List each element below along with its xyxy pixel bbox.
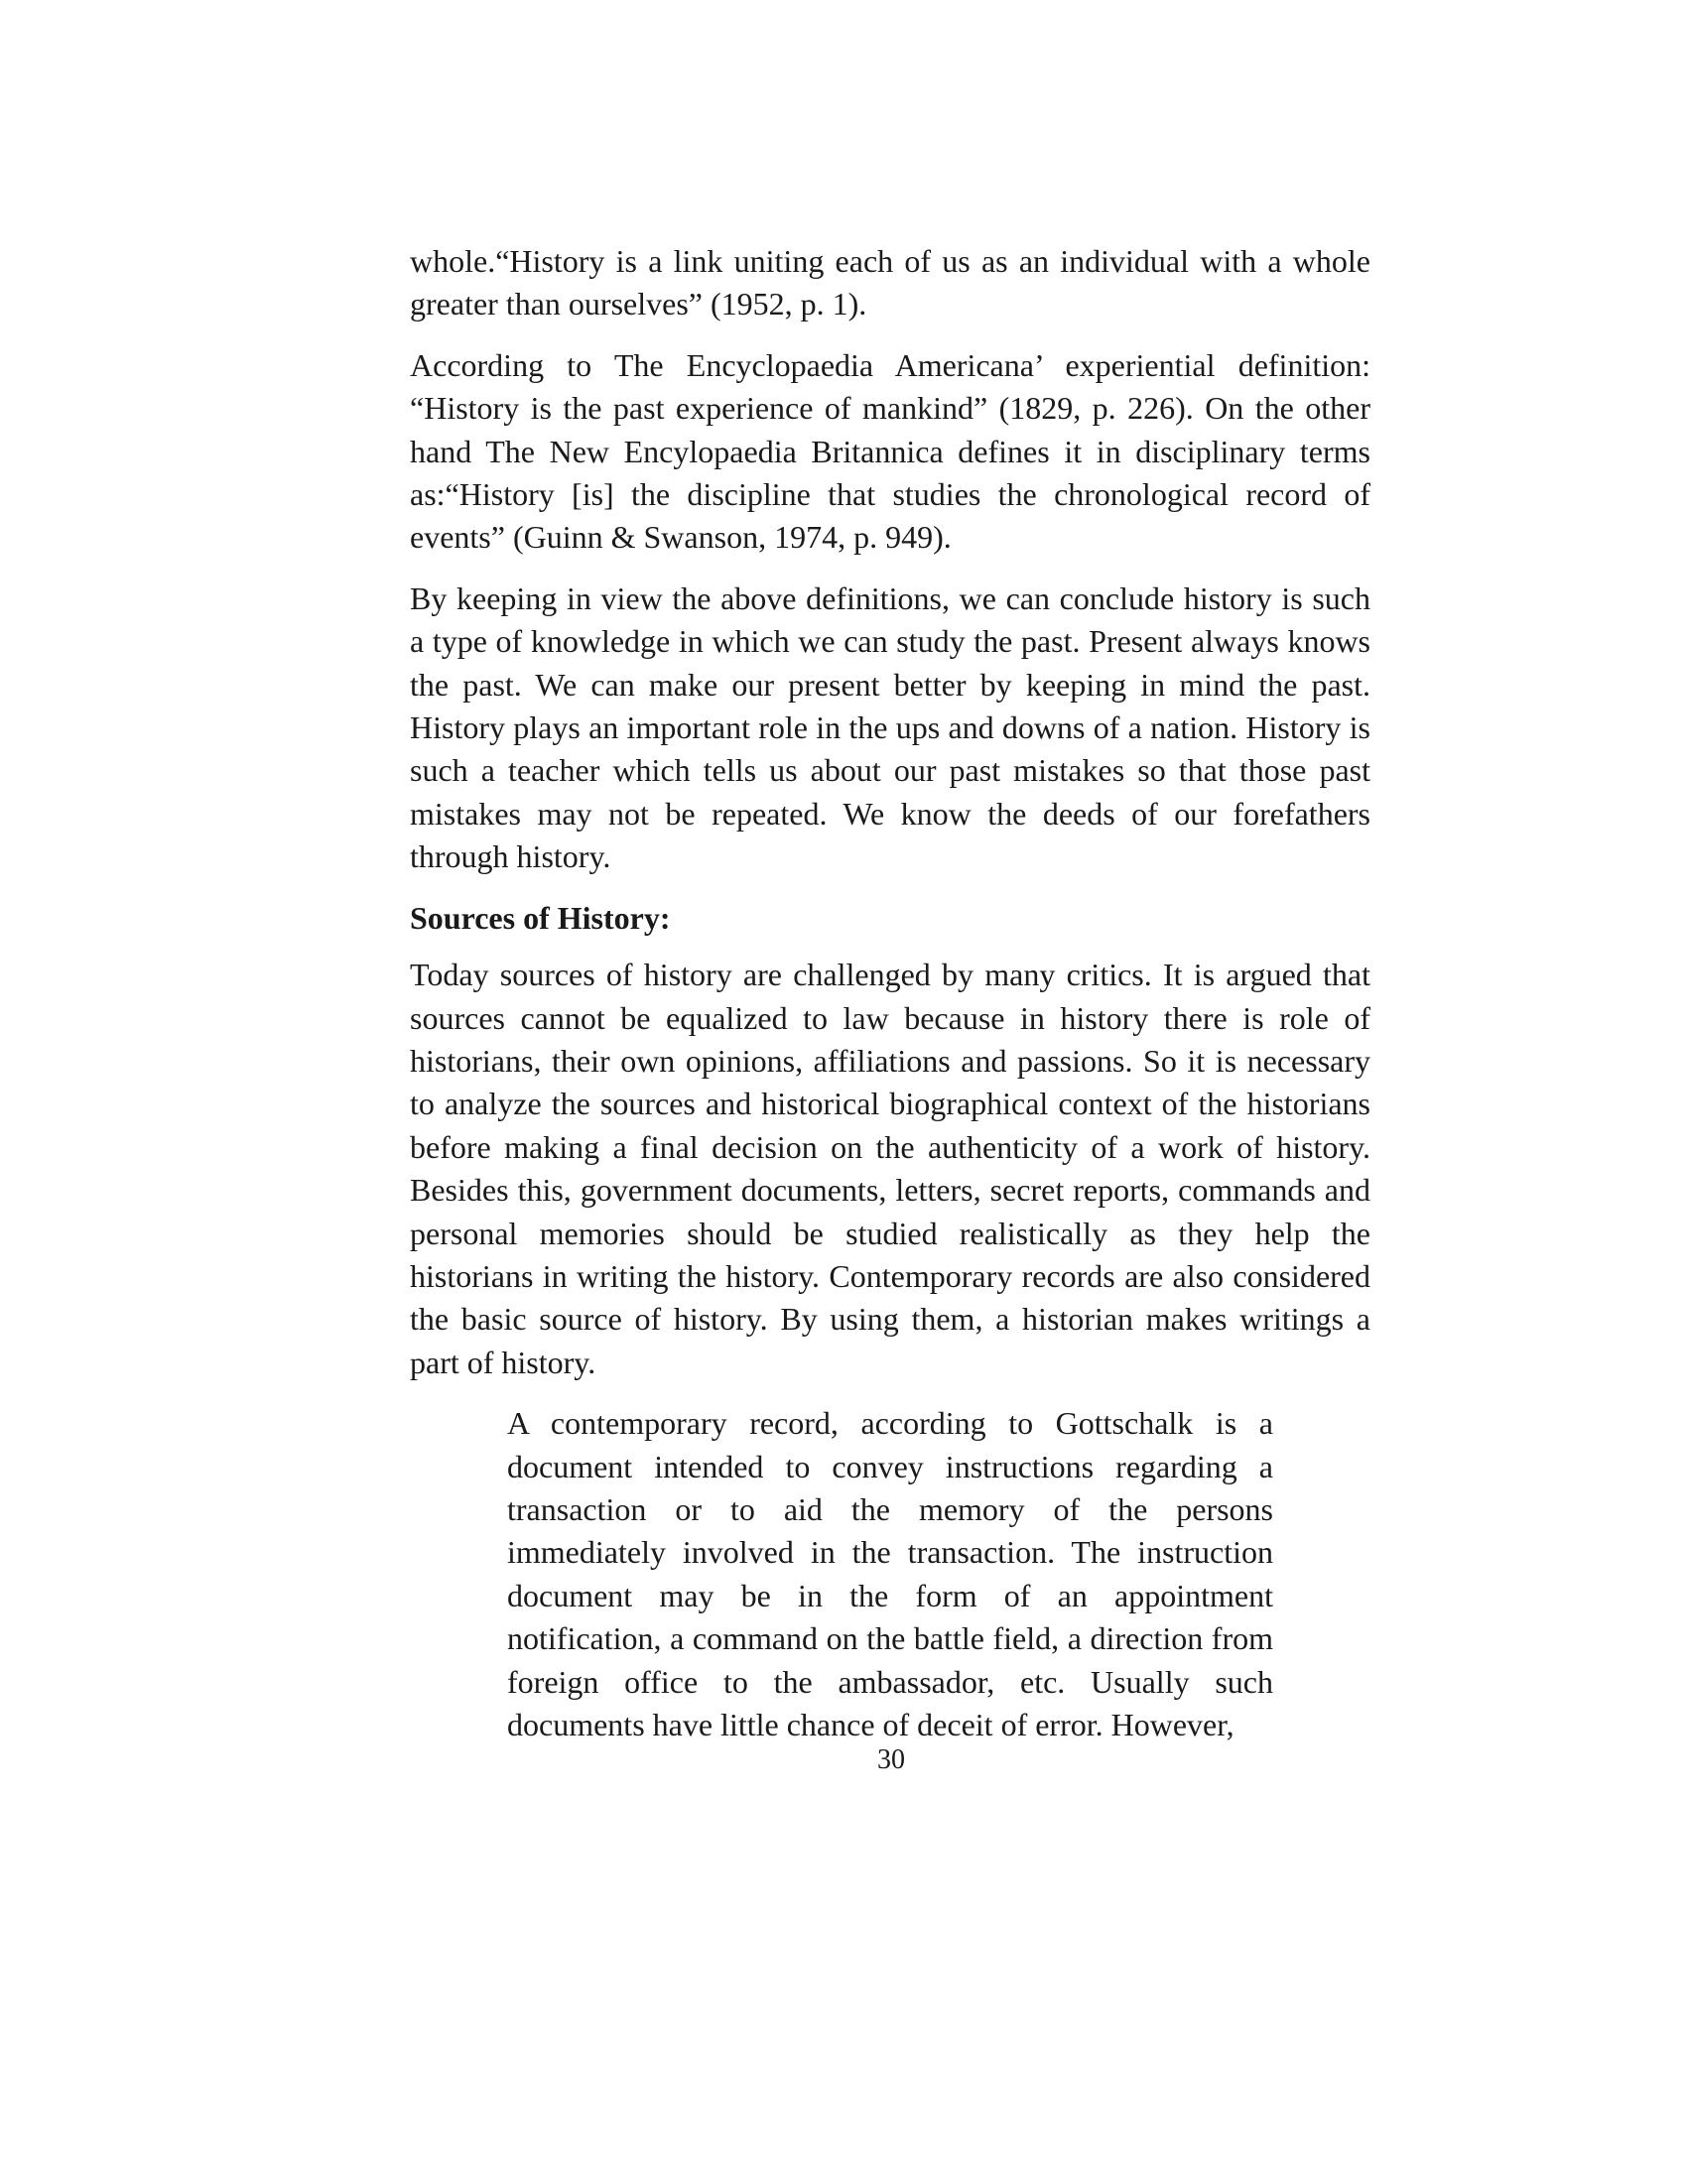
body-text (410, 240, 1370, 1746)
paragraph-conclusion: By keeping in view the above definitions, we can conclude history is such a type of knowledge in which we can study the past. Present always knows the past. We can make our present better by keeping in mind the past. History plays an important role in the ups and downs of a nation. History is such a teacher which tells us about our past mistakes so that those past mistakes may not be repeated. We know the deeds of our forefathers through history. (410, 579, 1370, 875)
section-heading: Sources of History: (410, 899, 671, 936)
paragraph-encyclopaedia-definitions: According to The Encyclopaedia Americana’ experiential definition: “History is the past experience of mankind” (1829, p. 226). On the other hand The New Encylopaedia Britannica defines it in disciplinary terms as:“History [is] the discipline that studies the chronological record of events” (Guinn & Swanson, 1974, p. 949). (410, 346, 1370, 556)
paragraph-sources: Today sources of history are challenged by many critics. It is argued that sources cannot be equalized to law because in history there is role of historians, their own opinions, affiliations and passions. So it is necessary to analyze the sources and historical biographical context of the historians before making a final decision on the authenticity of a work of history. Besides this, government documents, letters, secret reports, commands and personal memories should be studied realistically as they help the historians in writing the history. Contemporary records are also considered the basic source of history. By using them, a historian makes writings a part of history. (410, 957, 1370, 1380)
paragraph-history-link: whole.“History is a link uniting each of us as an individual with a whole greater than ourselves” (1952, p. 1). (410, 243, 1370, 322)
page-number: 30 (877, 1744, 905, 1775)
block-quote: A contemporary record, according to Gottschalk is a document intended to convey instructions regarding a transaction or to aid the memory of the persons immediately involved in the transaction. The instruction document may be in the form of an appointment notification, a command on the battle field, a direction from foreign office to the ambassador, etc. Usually such documents have little chance of deceit of error. However, (507, 1405, 1273, 1742)
